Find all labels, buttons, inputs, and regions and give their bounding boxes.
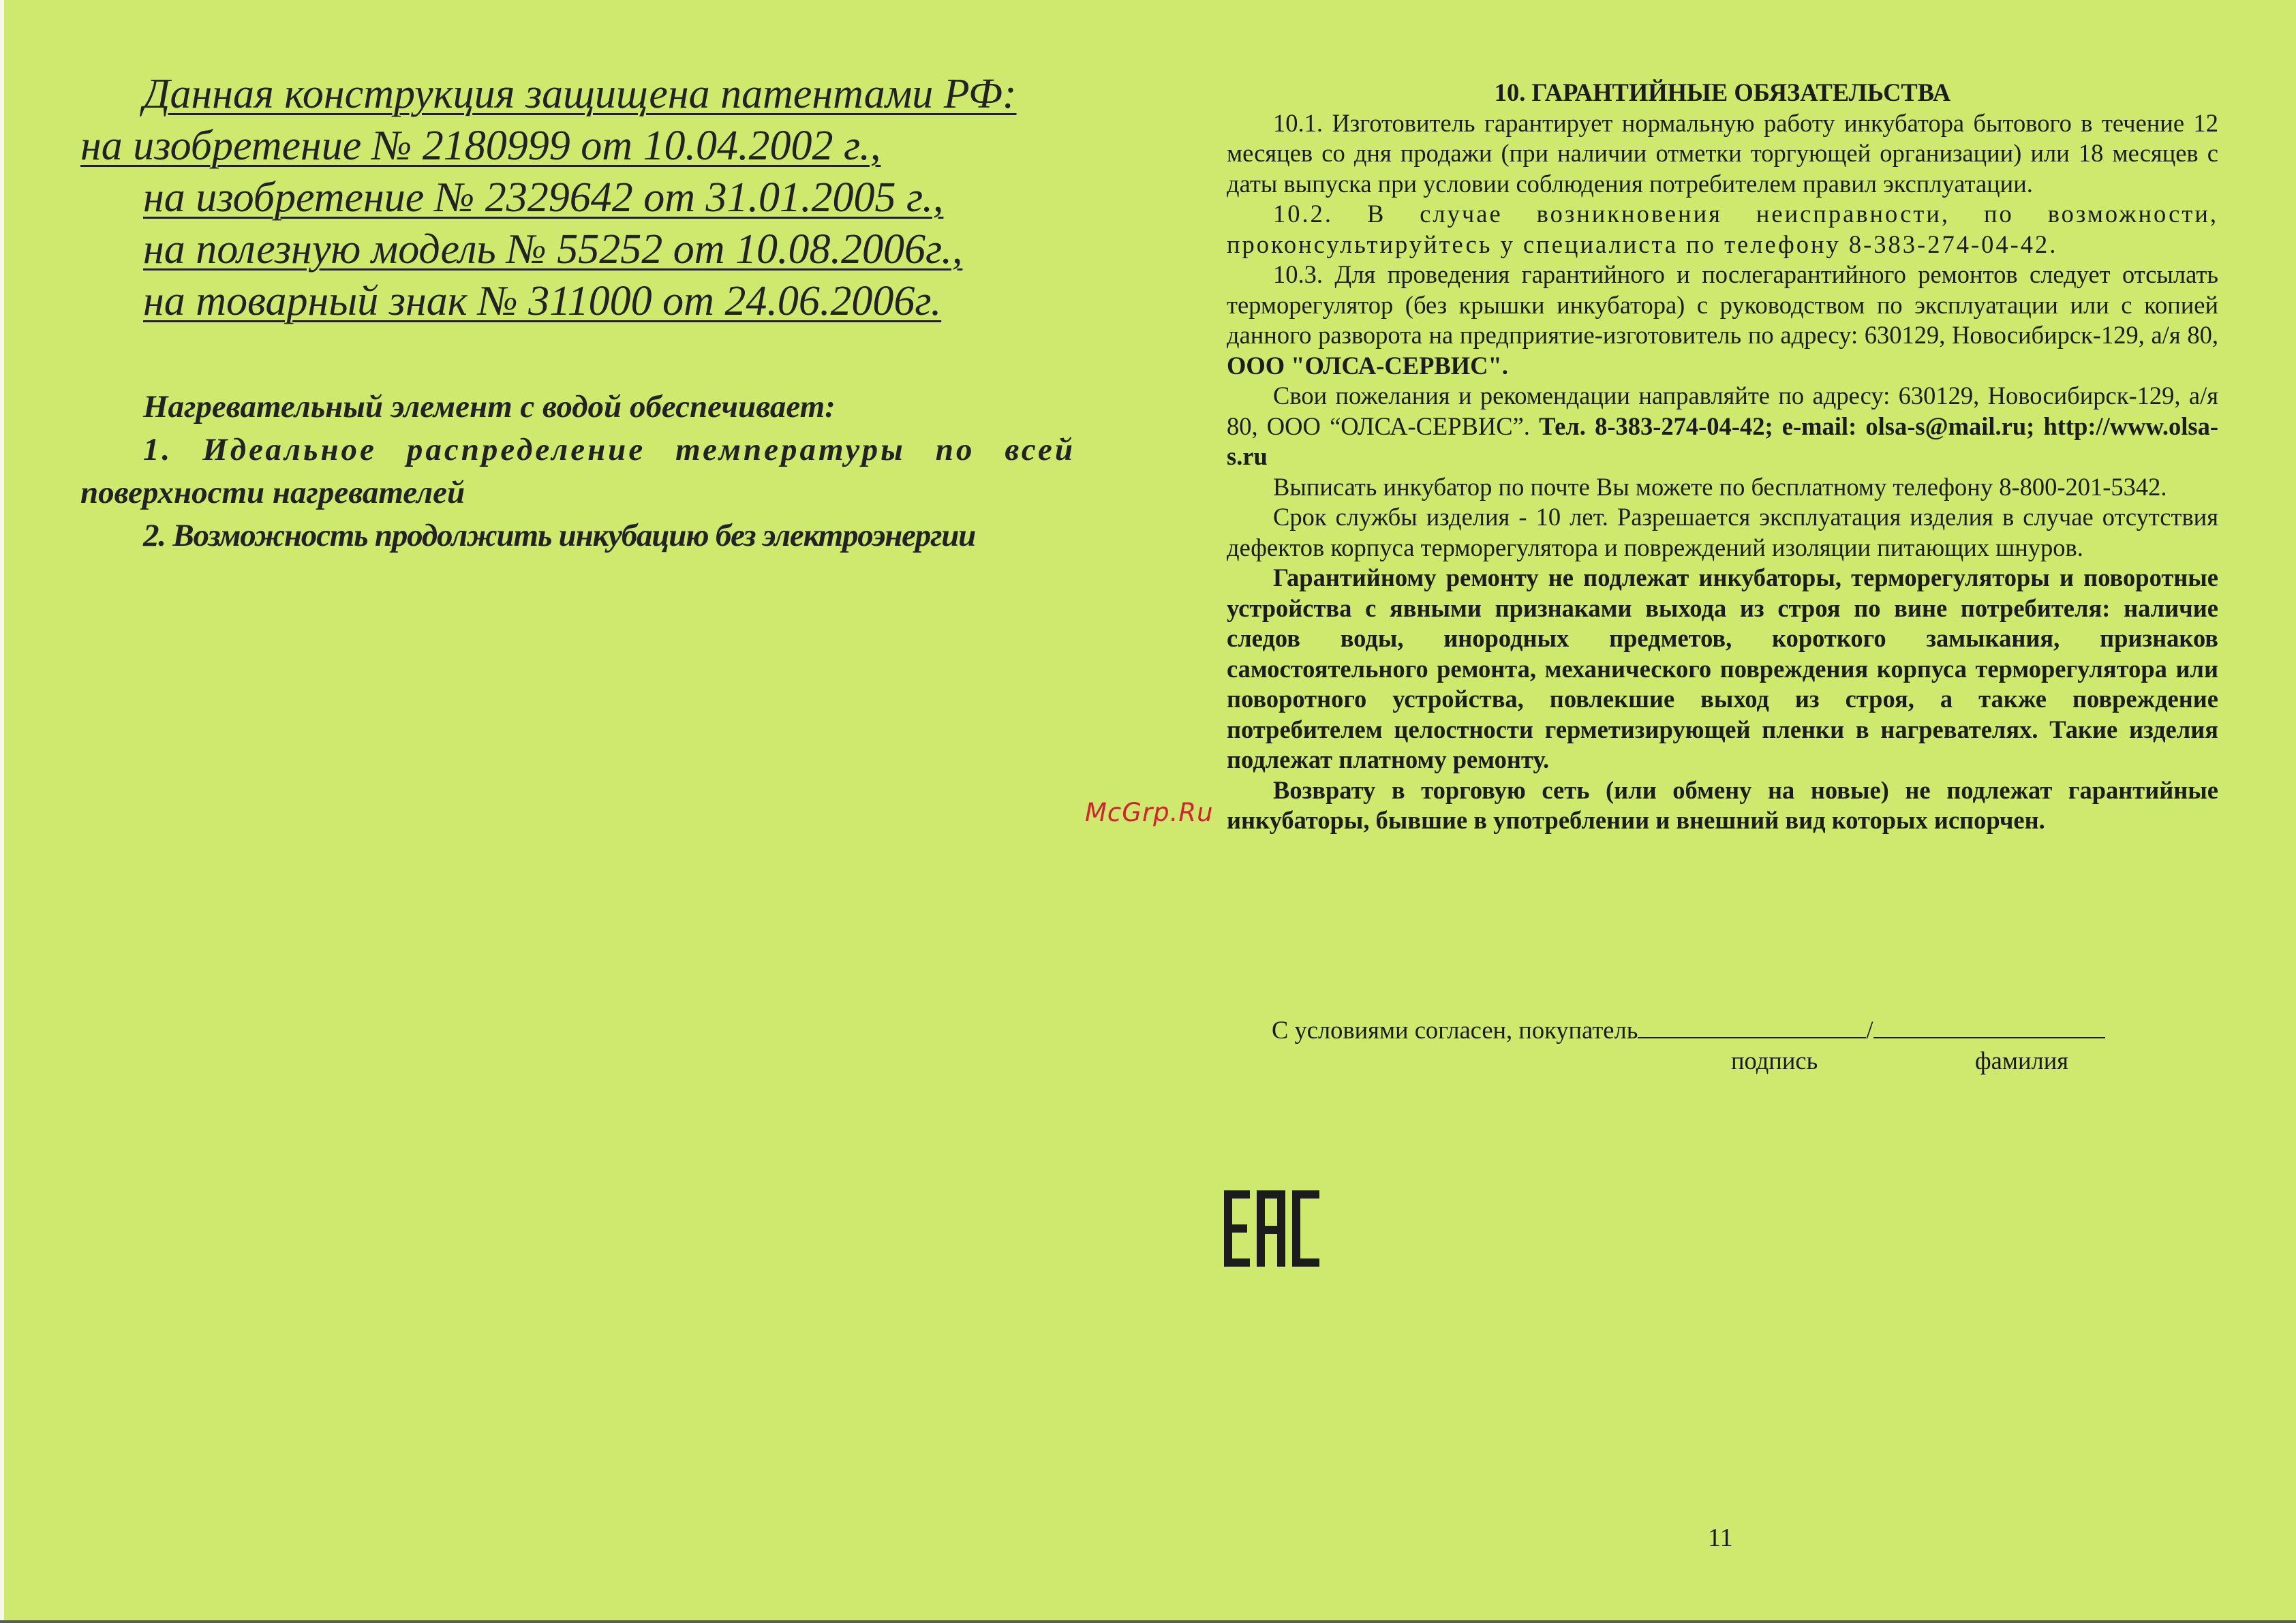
- warranty-service-life: Срок службы изделия - 10 лет. Разрешается эксплуатация изделия в случае отсутствия дефектов корпуса терморегулятора и повреждений изоляции питающих шнуров.: [1227, 503, 2218, 561]
- contact-details: Тел. 8-383-274-04-42; e-mail: olsa-s@mail.ru; http://www.olsa-s.ru: [1227, 412, 2219, 470]
- surname-caption: фамилия: [1975, 1047, 2069, 1075]
- heater-item-2: 2. Возможность продолжить инкубацию без электроэнергии: [143, 518, 976, 553]
- patent-invention-1: на изобретение № 2180999 от 10.04.2002 г.,: [80, 123, 881, 169]
- warranty-exclusions: Гарантийному ремонту не подлежат инкубаторы, терморегуляторы и поворотные устройства с явными признаками выхода из строя по вине потребителя: наличие следов воды, инородных предметов, короткого замыкания, признаков самостоятельного ремонта, механического повреждения корпуса терморегулятора или поворотного устройства, повлекшие выход из строя, а также повреждение потребителем целостности герметизирующей пленки в нагревателях. Такие изделия подлежат платному ремонту.: [1227, 563, 2218, 773]
- patent-utility-model: на полезную модель № 55252 от 10.08.2006г.,: [143, 226, 963, 273]
- manufacturer-name: ООО "ОЛСА-СЕРВИС".: [1227, 351, 1508, 380]
- heater-item-1-line-1: 1. Идеальное распределение температуры по всей: [143, 432, 1075, 467]
- patent-trademark: на товарный знак № 311000 от 24.06.2006г.: [143, 278, 942, 324]
- warranty-section: [1227, 78, 2218, 836]
- warranty-paragraph-10-2: 10.2. В случае возникновения неисправности, по возможности, проконсультируйтесь у специалиста по телефону 8-383-274-04-42.: [1227, 200, 2218, 258]
- warranty-paragraph-10-1: 10.1. Изготовитель гарантирует нормальную работу инкубатора бытового в течение 12 месяцев со дня продажи (при наличии отметки торгующей организации) или 18 месяцев с даты выпуска при условии соблюдения потребителем правил эксплуатации.: [1227, 108, 2218, 198]
- surname-field[interactable]: [1873, 1015, 2105, 1038]
- page-edge-bottom: [0, 1620, 2296, 1623]
- heater-title: Нагревательный элемент с водой обеспечивает:: [143, 389, 836, 424]
- left-column: [80, 68, 1075, 557]
- agreement-text: С условиями согласен, покупатель: [1272, 1016, 1638, 1044]
- patents-title: Данная конструкция защищена патентами РФ:: [143, 71, 1017, 117]
- agreement-separator: /: [1866, 1016, 1873, 1044]
- warranty-10-3-text: 10.3. Для проведения гарантийного и послегарантийного ремонтов следует отсылать терморегулятор (без крышки инкубатора) с руководством по эксплуатации или с копией данного разворота на предприятие-изготовитель по адресу: 630129, Новосибирск-129, а/я 80,: [1227, 260, 2218, 349]
- warranty-heading: 10. ГАРАНТИЙНЫЕ ОБЯЗАТЕЛЬСТВА: [1494, 78, 1951, 106]
- signature-field[interactable]: [1638, 1015, 1866, 1038]
- patent-invention-2: на изобретение № 2329642 от 31.01.2005 г.,: [143, 174, 944, 221]
- agreement-line: [1272, 1015, 2105, 1046]
- watermark: McGrp.Ru: [1085, 798, 1214, 827]
- warranty-paragraph-10-3: [1227, 260, 2218, 381]
- heater-item-1-line-2: поверхности нагревателей: [80, 475, 465, 510]
- warranty-return-policy: Возврату в торговую сеть (или обмену на новые) не подлежат гарантийные инкубаторы, бывшие в употреблении и внешний вид которых испорчен.: [1227, 775, 2218, 834]
- warranty-feedback: [1227, 381, 2218, 472]
- heater-section: [80, 386, 1075, 557]
- warranty-order-phone: Выписать инкубатор по почте Вы можете по бесплатному телефону 8-800-201-5342.: [1273, 472, 2167, 501]
- eac-mark-icon: [1224, 1190, 1319, 1267]
- feedback-address: Свои пожелания и рекомендации направляйте по адресу: 630129, Новосибирск-129, а/я 80, ООО “ОЛСА-СЕРВИС”.: [1227, 382, 2218, 440]
- page-number: 11: [1708, 1524, 1733, 1552]
- signature-caption: подпись: [1731, 1047, 1818, 1075]
